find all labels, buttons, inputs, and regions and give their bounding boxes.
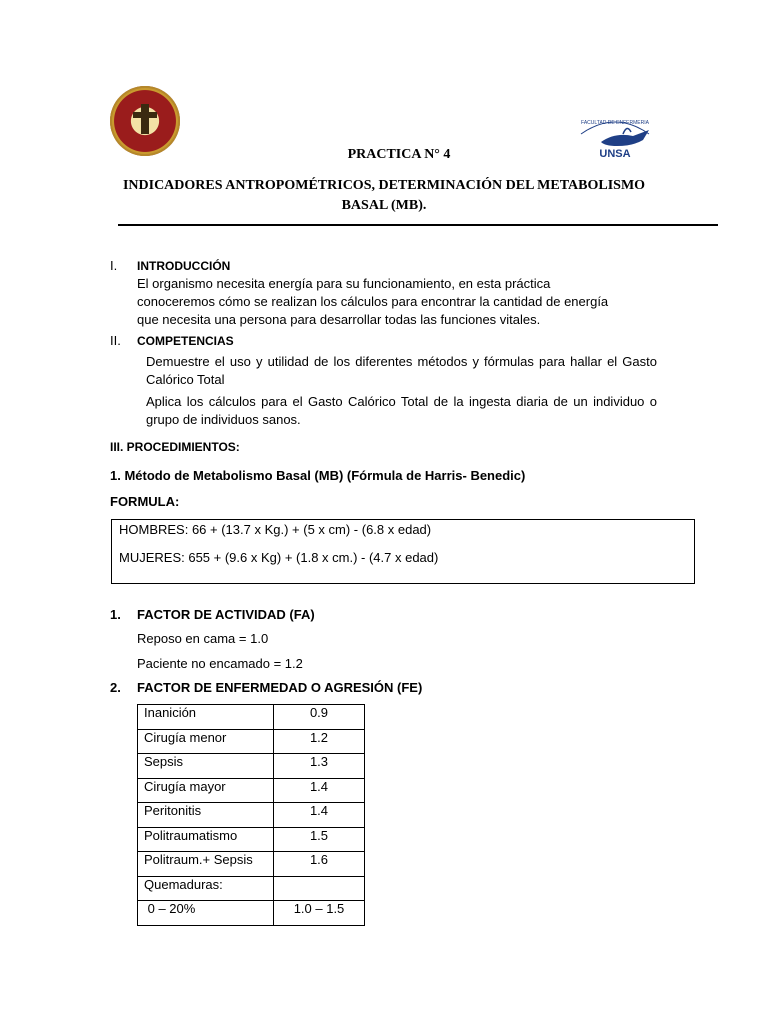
intro-heading: INTRODUCCIÓN [137,259,231,273]
table-row [138,803,365,828]
table-cell: Cirugía menor [138,729,274,754]
intro-number: I. [110,258,118,273]
table-row [138,852,365,877]
table-cell: 1.2 [274,729,365,754]
table-cell: Politraum.+ Sepsis [138,852,274,877]
table-cell: 1.4 [274,803,365,828]
table-cell: Quemaduras: [138,876,274,901]
table-row [138,876,365,901]
procedimientos-heading: III. PROCEDIMIENTOS: [110,440,240,454]
table-row [138,754,365,779]
intro-line-1: El organismo necesita energía para su funcionamiento, en esta práctica [137,276,551,291]
table-row [138,827,365,852]
competencia-item-2: Aplica los cálculos para el Gasto Calórico Total de la ingesta diaria de un individuo o grupo de individuos sanos. [146,394,657,427]
unsa-text: UNSA [599,148,631,160]
table-row [138,705,365,730]
practice-title: PRACTICA N° 4 [347,147,451,162]
table-cell: Cirugía mayor [138,778,274,803]
table-cell: Peritonitis [138,803,274,828]
fa-item-1: Reposo en cama = 1.0 [137,631,269,646]
fa-item-2: Paciente no encamado = 1.2 [137,656,303,671]
table-cell: 0 – 20% [138,901,274,926]
table-cell: 1.5 [274,827,365,852]
table-cell: 1.0 – 1.5 [274,901,365,926]
fe-number: 2. [110,680,121,695]
competencias-heading: COMPETENCIAS [137,334,234,348]
fa-number: 1. [110,607,121,622]
table-cell [274,876,365,901]
table-cell: 1.4 [274,778,365,803]
table-cell: 0.9 [274,705,365,730]
practice-subtitle: INDICADORES ANTROPOMÉTRICOS, DETERMINACIÓN DEL METABOLISMO BASAL (MB). [122,178,646,213]
formula-mujeres: MUJERES: 655 + (9.6 x Kg) + (1.8 x cm.) - (4.7 x edad) [119,550,439,565]
title-divider [118,224,718,226]
competencia-item-1: Demuestre el uso y utilidad de los diferentes métodos y fórmulas para hallar el Gasto Calórico Total [146,354,657,387]
fe-heading: FACTOR DE ENFERMEDAD O AGRESIÓN (FE) [137,680,423,695]
competencias-number: II. [110,333,121,348]
table-row [138,901,365,926]
method-heading: 1. Método de Metabolismo Basal (MB) (Fórmula de Harris- Benedic) [110,468,526,483]
table-cell: 1.6 [274,852,365,877]
fa-heading: FACTOR DE ACTIVIDAD (FA) [137,607,315,622]
table-row [138,778,365,803]
formula-label: FORMULA: [110,494,180,509]
intro-line-2: conoceremos cómo se realizan los cálculos para encontrar la cantidad de energía [137,294,609,309]
table-cell: Politraumatismo [138,827,274,852]
table-row [138,729,365,754]
formula-hombres: HOMBRES: 66 + (13.7 x Kg.) + (5 x cm) - (6.8 x edad) [119,522,432,537]
faculty-arc-text: FACULTAD DE ENFERMERIA [581,120,649,126]
table-cell: 1.3 [274,754,365,779]
fe-table [137,704,365,926]
intro-line-3: que necesita una persona para desarrollar todas las funciones vitales. [137,312,541,327]
table-cell: Inanición [138,705,274,730]
table-cell: Sepsis [138,754,274,779]
